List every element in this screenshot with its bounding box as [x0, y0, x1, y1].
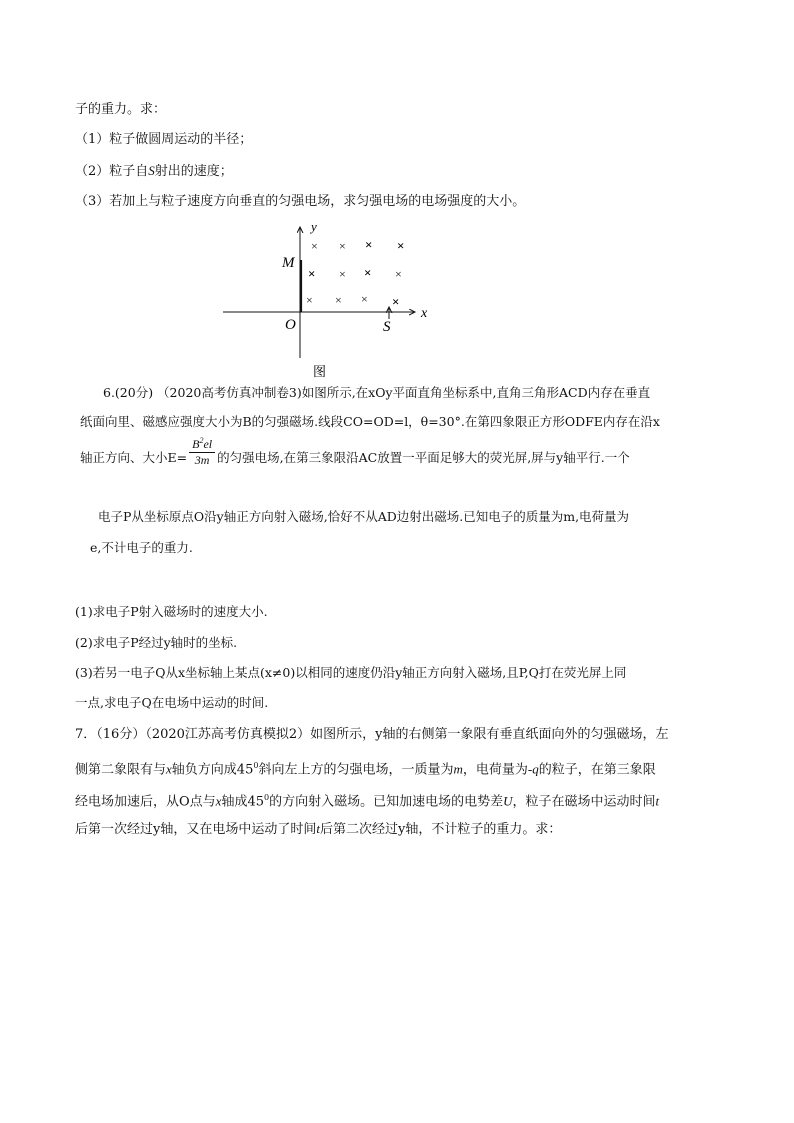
M-label: M: [282, 255, 295, 271]
q6-line3: 轴正方向、大小E= $\frac{B^2el}{3m}$ 的匀强电场,在第三象限沿AC放置一平面足够大的荧光屏,屏与y轴平行.一个: [80, 449, 630, 468]
q7-line1: 7．（16分）（2020江苏高考仿真模拟2）如图所示，y轴的右侧第一象限有垂直纸面向外的匀强磁场，左: [75, 727, 669, 742]
field-mark: ×: [339, 267, 346, 281]
field-mark: ×: [361, 292, 368, 306]
field-fraction: $\frac{B^2el}{3m}$: [189, 433, 215, 468]
field-mark: ×: [306, 293, 313, 307]
q7-line2: 侧第二象限有与x轴负方向成$45^0$斜向左上方的匀强电场，一质量为m，电荷量为-q的粒子，在第三象限: [75, 761, 656, 778]
q5-sub2: （2）粒子自S射出的速度；: [75, 163, 233, 179]
q6-sub3a: (3)若另一电子Q从x坐标轴上某点(x≠0)以相同的速度仍沿y轴正方向射入磁场,且P,Q打在荧光屏上同: [75, 665, 627, 680]
field-mark: ×: [335, 293, 342, 307]
figure-caption: 图: [313, 364, 327, 379]
field-mark: ×: [339, 239, 346, 253]
q6-line1: 6.(20分) （2020高考仿真冲制卷3)如图所示,在xOy平面直角坐标系中,直角三角形ACD内存在垂直: [103, 385, 651, 400]
q6-sub1: (1)求电子P射入磁场时的速度大小.: [75, 604, 268, 619]
x-label: x: [421, 306, 428, 321]
y-label: y: [311, 219, 317, 234]
field-mark: ×: [395, 267, 402, 281]
field-mark: ×: [364, 265, 372, 280]
magnetic-field-figure: [215, 215, 440, 380]
q7-line4: 后第一次经过y轴，又在电场中运动了时间t后第二次经过y轴，不计粒子的重力。求：: [75, 821, 562, 837]
q6-line2: 纸面向里、磁感应强度大小为B的匀强磁场.线段CO=OD=l，θ=30°.在第四象限正方形ODFE内存在沿x: [80, 414, 660, 429]
q5-sub3: （3）若加上与粒子速度方向垂直的匀强电场，求匀强电场的电场强度的大小。: [75, 194, 526, 209]
field-mark: ×: [392, 294, 400, 309]
field-mark: ×: [397, 238, 405, 253]
O-label: O: [285, 317, 296, 333]
q6-line4: 电子P从坐标原点O沿y轴正方向射入磁场,恰好不从AD边射出磁场.已知电子的质量为m,电荷量为: [98, 509, 630, 524]
q7-line3: 经电场加速后，从O点与x轴成$45^0$的方向射入磁场。已知加速电场的电势差U，粒子在磁场中运动时间t: [75, 793, 660, 810]
field-mark: ×: [308, 266, 316, 281]
field-mark: ×: [311, 239, 318, 253]
q6-sub2: (2)求电子P经过y轴时的坐标.: [75, 635, 238, 650]
q6-line5: e,不计电子的重力.: [90, 540, 193, 555]
S-label: S: [383, 319, 391, 335]
q6-sub3b: 一点,求电子Q在电场中运动的时间.: [75, 695, 269, 710]
q5-intro: 子的重力。求：: [75, 102, 167, 117]
field-mark: ×: [365, 237, 373, 252]
q5-sub1: （1）粒子做圆周运动的半径；: [75, 132, 253, 147]
